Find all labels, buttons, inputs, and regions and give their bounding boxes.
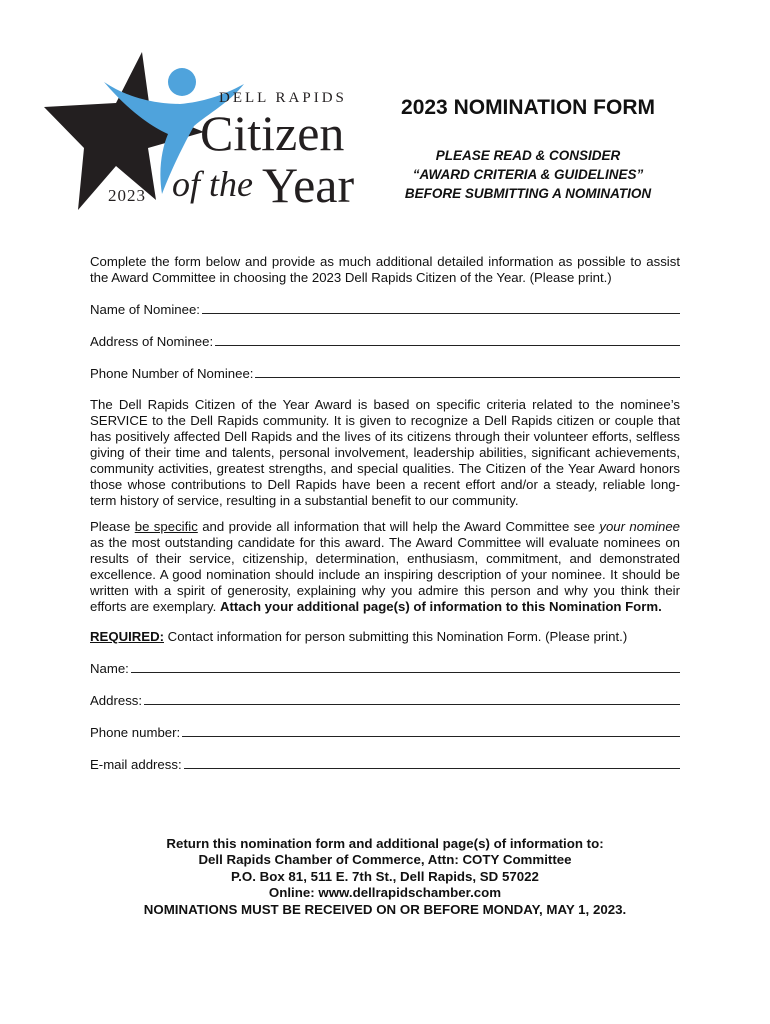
note-line: PLEASE READ & CONSIDER (435, 148, 621, 163)
nominee-phone-label: Phone Number of Nominee: (90, 366, 254, 381)
logo-year-number: 2023 (108, 186, 146, 205)
note-line: BEFORE SUBMITTING A NOMINATION (404, 186, 652, 201)
submitter-email-label: E-mail address: (90, 757, 182, 772)
footer-deadline: NOMINATIONS MUST BE RECEIVED ON OR BEFORE MONDAY, MAY 1, 2023. (143, 901, 627, 917)
submitter-email-line[interactable] (184, 756, 680, 769)
specific-text-1: Please (90, 519, 135, 534)
footer-line: P.O. Box 81, 511 E. 7th St., Dell Rapids, SD 57022 (231, 868, 539, 884)
footer-line: Dell Rapids Chamber of Commerce, Attn: COTY Committee (198, 852, 572, 868)
specific-text-3: as the most outstanding candidate for this award. The Award Committee will evaluate nominees on results of their service, citizenship, determination, enthusiasm, commitment, and demonstrated excellence. A good nomination should include an inspiring description of your nominee. It should be written with a spirit of generosity, explaining why you admire this person and why you think their efforts are exemplary. (90, 535, 680, 614)
submitter-email-field[interactable] (90, 756, 680, 773)
required-text: Contact information for person submitting this Nomination Form. (Please print.) (164, 629, 628, 644)
return-instructions (85, 836, 685, 918)
submitter-address-line[interactable] (144, 692, 680, 705)
nominee-address-line[interactable] (215, 333, 680, 346)
logo-dell-rapids: DELL RAPIDS (219, 90, 347, 106)
logo-of-the: of the (172, 164, 253, 204)
intro-paragraph: Complete the form below and provide as much additional detailed information as possible to assist the Award Committee in choosing the 2023 Dell Rapids Citizen of the Year. (Please print.) (90, 254, 680, 285)
submitter-address-label: Address: (90, 693, 143, 708)
read-consider-note (378, 146, 678, 203)
submitter-name-line[interactable] (131, 660, 680, 673)
figure-head (168, 68, 196, 96)
specific-underlined: be specific (134, 519, 198, 534)
nominee-name-field[interactable] (90, 301, 680, 318)
form-body (90, 254, 680, 773)
required-label: REQUIRED: (90, 629, 164, 644)
logo-year-word: Year (262, 157, 355, 213)
submitter-name-field[interactable] (90, 660, 680, 677)
specific-italic: your nominee (599, 519, 681, 534)
required-line (90, 629, 680, 645)
form-title: 2023 NOMINATION FORM (401, 96, 655, 119)
criteria-paragraph: The Dell Rapids Citizen of the Year Award is based on specific criteria related to the nominee’s SERVICE to the Dell Rapids community. It is given to recognize a Dell Rapids citizen or couple that has positively affected Dell Rapids and the lives of its citizens through their volunteer efforts, selfless giving of their time and talents, personal involvement, leadership abilities, significant achievements, community activities, greatest strengths, and special qualities. The Citizen of the Year Award honors those whose contributions to Dell Rapids have been a recent effort and/or a steady, reliable long-term history of service, resulting in a substantial benefit to our community. (90, 397, 680, 508)
submitter-address-field[interactable] (90, 692, 680, 709)
nominee-address-field[interactable] (90, 333, 680, 350)
be-specific-paragraph (90, 519, 680, 615)
nominee-name-line[interactable] (202, 301, 680, 314)
footer-line: Return this nomination form and additional page(s) of information to: (166, 836, 604, 851)
submitter-phone-label: Phone number: (90, 725, 181, 740)
nominee-name-label: Name of Nominee: (90, 302, 200, 317)
footer-website: Online: www.dellrapidschamber.com (268, 885, 502, 901)
submitter-phone-field[interactable] (90, 724, 680, 741)
nominee-address-label: Address of Nominee: (90, 334, 214, 349)
nominee-phone-line[interactable] (255, 365, 680, 378)
note-line: “AWARD CRITERIA & GUIDELINES” (412, 167, 644, 182)
submitter-name-label: Name: (90, 661, 129, 676)
specific-text-2: and provide all information that will help the Award Committee see (197, 519, 600, 534)
specific-bold: Attach your additional page(s) of information to this Nomination Form. (219, 599, 662, 614)
submitter-phone-line[interactable] (182, 724, 680, 737)
logo-citizen: Citizen (200, 105, 345, 161)
nominee-phone-field[interactable] (90, 365, 680, 382)
